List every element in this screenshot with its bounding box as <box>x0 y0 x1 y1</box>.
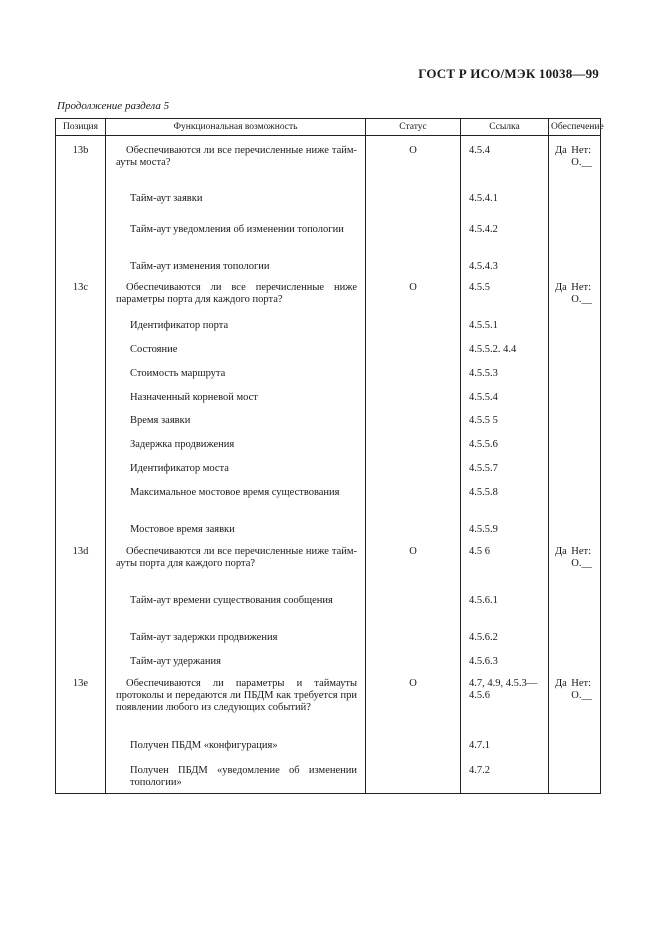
row-reference: 4.5.5.7 <box>461 456 549 480</box>
row-status <box>366 758 461 794</box>
support-no <box>571 145 592 169</box>
row-reference: 4.5.4.2 <box>461 217 549 254</box>
section-continuation-note: Продолжение раздела 5 <box>57 100 170 112</box>
row-reference: 4.5.6.3 <box>461 649 549 673</box>
row-status <box>366 733 461 758</box>
table-row <box>56 649 601 673</box>
row-position: 13c <box>56 277 106 313</box>
table-row <box>56 517 601 541</box>
table-row <box>56 625 601 649</box>
row-support <box>549 480 601 517</box>
row-feature: Задержка продвижения <box>106 432 366 456</box>
row-feature: Состояние <box>106 337 366 361</box>
row-status <box>366 186 461 217</box>
row-support <box>549 136 601 186</box>
row-position <box>56 733 106 758</box>
row-status <box>366 625 461 649</box>
col-header-feature: Функциональная возможность <box>106 119 366 136</box>
row-position <box>56 408 106 432</box>
row-status <box>366 408 461 432</box>
row-support <box>549 758 601 794</box>
table-body <box>56 136 601 794</box>
row-position <box>56 217 106 254</box>
row-position <box>56 337 106 361</box>
support-option-blank: О.__ <box>571 689 592 701</box>
row-reference: 4.5.5.4 <box>461 385 549 408</box>
row-status <box>366 588 461 625</box>
row-feature: Обеспечиваются ли все перечисленные ниже тайм-ауты порта для каждого порта? <box>106 541 366 588</box>
row-reference: 4.7.2 <box>461 758 549 794</box>
table-row <box>56 361 601 385</box>
row-status <box>366 217 461 254</box>
row-status <box>366 361 461 385</box>
row-feature: Обеспечиваются ли все перечисленные ниже параметры порта для каждого порта? <box>106 277 366 313</box>
row-reference: 4.5.6.1 <box>461 588 549 625</box>
support-no <box>571 546 592 570</box>
col-header-reference: Ссылка <box>461 119 549 136</box>
row-status: О <box>366 673 461 733</box>
table-row <box>56 733 601 758</box>
support-no <box>571 678 592 702</box>
row-support <box>549 277 601 313</box>
support-option-blank: О.__ <box>571 557 592 569</box>
row-position <box>56 254 106 277</box>
row-reference: 4.5.6.2 <box>461 625 549 649</box>
requirements-table-container <box>55 118 604 794</box>
row-feature: Время заявки <box>106 408 366 432</box>
row-support <box>549 649 601 673</box>
table-row <box>56 385 601 408</box>
support-no <box>571 282 592 306</box>
table-row <box>56 480 601 517</box>
table-row <box>56 186 601 217</box>
row-reference: 4.5.5 5 <box>461 408 549 432</box>
table-row <box>56 456 601 480</box>
table-row <box>56 277 601 313</box>
support-no-label: Нет: <box>571 677 592 689</box>
row-feature: Идентификатор порта <box>106 313 366 337</box>
row-support <box>549 541 601 588</box>
table-header-row <box>56 119 601 136</box>
table-row <box>56 136 601 186</box>
row-feature: Обеспечиваются ли параметры и таймауты протоколы и передаются ли ПБДМ как требуется при появлении любого из следующих событий? <box>106 673 366 733</box>
support-yes: Да <box>555 677 567 689</box>
row-position <box>56 186 106 217</box>
support-yes: Да <box>555 281 567 293</box>
table-row <box>56 254 601 277</box>
col-header-position: Позиция <box>56 119 106 136</box>
row-support <box>549 186 601 217</box>
support-no-label: Нет: <box>571 145 592 156</box>
row-support <box>549 337 601 361</box>
row-position <box>56 456 106 480</box>
row-feature: Тайм-аут уведомления об изменении топологии <box>106 217 366 254</box>
row-support <box>549 673 601 733</box>
table-row <box>56 408 601 432</box>
row-feature: Тайм-аут удержания <box>106 649 366 673</box>
requirements-table <box>55 118 604 794</box>
row-feature: Тайм-аут изменения топологии <box>106 254 366 277</box>
table-row <box>56 313 601 337</box>
row-position <box>56 313 106 337</box>
row-support <box>549 733 601 758</box>
row-support <box>549 432 601 456</box>
row-feature: Получен ПБДМ «уведомление об изменении топологии» <box>106 758 366 794</box>
col-header-support: Обеспечение <box>549 119 601 136</box>
row-feature: Идентификатор моста <box>106 456 366 480</box>
row-position <box>56 432 106 456</box>
row-position <box>56 758 106 794</box>
support-option-blank: О.__ <box>571 293 592 305</box>
row-support <box>549 217 601 254</box>
table-row <box>56 541 601 588</box>
row-support <box>549 254 601 277</box>
support-no-label: Нет: <box>571 281 592 293</box>
table-row <box>56 217 601 254</box>
table-row <box>56 673 601 733</box>
row-reference: 4.5.5.2. 4.4 <box>461 337 549 361</box>
col-header-status: Статус <box>366 119 461 136</box>
row-position <box>56 361 106 385</box>
row-position <box>56 649 106 673</box>
row-feature: Тайм-аут заявки <box>106 186 366 217</box>
table-row <box>56 337 601 361</box>
row-status <box>366 432 461 456</box>
row-position: 13d <box>56 541 106 588</box>
support-yes: Да <box>555 545 567 557</box>
row-status <box>366 649 461 673</box>
row-reference: 4.5 6 <box>461 541 549 588</box>
row-support <box>549 361 601 385</box>
row-reference: 4.5.4.1 <box>461 186 549 217</box>
row-status <box>366 480 461 517</box>
row-reference: 4.5.4.3 <box>461 254 549 277</box>
row-status: О <box>366 541 461 588</box>
row-reference: 4.5.5.3 <box>461 361 549 385</box>
row-feature: Тайм-аут времени существования сообщения <box>106 588 366 625</box>
row-reference: 4.5.5.8 <box>461 480 549 517</box>
row-feature: Назначенный корневой мост <box>106 385 366 408</box>
row-feature: Стоимость маршрута <box>106 361 366 385</box>
row-position <box>56 385 106 408</box>
table-row <box>56 432 601 456</box>
row-support <box>549 588 601 625</box>
row-reference: 4.5.5.1 <box>461 313 549 337</box>
row-position <box>56 480 106 517</box>
row-reference: 4.7, 4.9, 4.5.3—4.5.6 <box>461 673 549 733</box>
row-feature: Получен ПБДМ «конфигурация» <box>106 733 366 758</box>
row-feature: Максимальное мостовое время существования <box>106 480 366 517</box>
row-reference: 4.5.4 <box>461 136 549 186</box>
row-support <box>549 456 601 480</box>
row-reference: 4.5.5.9 <box>461 517 549 541</box>
row-support <box>549 313 601 337</box>
row-position <box>56 517 106 541</box>
row-support <box>549 625 601 649</box>
row-position <box>56 588 106 625</box>
row-status <box>366 456 461 480</box>
row-position: 13e <box>56 673 106 733</box>
row-status <box>366 313 461 337</box>
row-feature: Обеспечиваются ли все перечисленные ниже тайм-ауты моста? <box>106 136 366 186</box>
row-status <box>366 254 461 277</box>
row-position <box>56 625 106 649</box>
row-support <box>549 408 601 432</box>
support-yes: Да <box>555 145 567 156</box>
row-reference: 4.7.1 <box>461 733 549 758</box>
row-feature: Мостовое время заявки <box>106 517 366 541</box>
row-status <box>366 517 461 541</box>
page-header-title: ГОСТ Р ИСО/МЭК 10038—99 <box>418 66 599 81</box>
support-no-label: Нет: <box>571 545 592 557</box>
row-support <box>549 517 601 541</box>
row-position: 13b <box>56 136 106 186</box>
row-feature: Тайм-аут задержки продвижения <box>106 625 366 649</box>
row-reference: 4.5.5 <box>461 277 549 313</box>
row-reference: 4.5.5.6 <box>461 432 549 456</box>
support-option-blank: О.__ <box>571 157 592 168</box>
row-status <box>366 337 461 361</box>
row-support <box>549 385 601 408</box>
row-status: О <box>366 277 461 313</box>
table-row <box>56 758 601 794</box>
row-status <box>366 385 461 408</box>
row-status: О <box>366 136 461 186</box>
table-row <box>56 588 601 625</box>
